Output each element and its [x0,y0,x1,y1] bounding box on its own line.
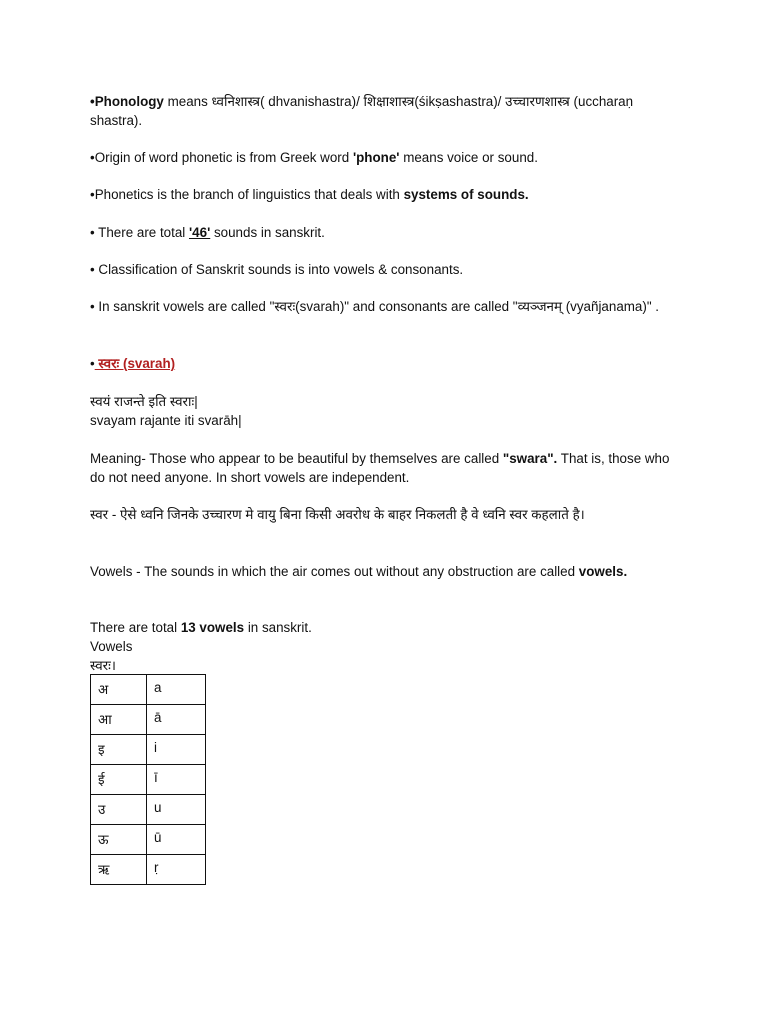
total-sounds-text-end: sounds in sanskrit. [210,225,325,240]
hindi-definition [90,505,675,524]
swara-word: "swara". [502,451,558,466]
meaning-paragraph [90,449,675,487]
svarah-heading [90,354,175,373]
devanagari-cell: आ [91,705,147,735]
phonetics-text: •Phonetics is the branch of linguistics that deals with [90,187,404,202]
table-row [91,705,206,735]
total-sounds-text: • There are total [90,225,189,240]
devanagari-cell: ई [91,765,147,795]
meaning-text-end: That is, those who do not need anyone. In short vowels are independent. [90,451,670,485]
svarah-verse [90,392,242,430]
verse-transliteration: svayam rajante iti svarāh| [90,413,242,428]
phonetic-origin-text: •Origin of word phonetic is from Greek word [90,150,353,165]
vowel-table [90,674,206,885]
table-row [91,825,206,855]
table-row [91,675,206,705]
table-row [91,855,206,885]
classification [90,260,463,279]
bullet: • [90,94,95,109]
vowels-label: Vowels [90,639,133,654]
vowel-count-block [90,618,312,675]
phonology-text: means ध्वनिशास्त्र( dhvanishastra)/ शिक्षाशास्त्र(śikṣashastra)/ उच्चारणशास्त्र (uccharaṇ shastra). [90,94,634,128]
roman-cell: i [147,735,206,765]
bullet: • [90,356,95,371]
vowels-consonants-text: • In sanskrit vowels are called "स्वरः(svarah)" and consonants are called "व्यञ्जनम् (vyañjanama)" . [90,299,660,314]
table-row [91,735,206,765]
roman-cell: ṛ [147,855,206,885]
phone-word: 'phone' [352,150,400,165]
table-row [91,795,206,825]
phonology-definition [90,92,675,130]
verse-devanagari: स्वयं राजन्ते इति स्वराः| [90,394,198,409]
classification-text: • Classification of Sanskrit sounds is into vowels & consonants. [90,262,464,277]
svarah-heading-text: स्वरः (svarah) [94,356,176,371]
roman-cell: a [147,675,206,705]
devanagari-cell: इ [91,735,147,765]
vowel-count [90,618,312,637]
hindi-definition-text: स्वर - ऐसे ध्वनि जिनके उच्चारण मे वायु बिना किसी अवरोध के बाहर निकलती है वे ध्वनि स्वर कहलाते है। [90,507,585,522]
vowels-consonants-names [90,297,675,316]
roman-cell: ū [147,825,206,855]
roman-cell: ā [147,705,206,735]
total-sounds [90,223,325,242]
vowels-definition [90,562,675,581]
phonology-term: Phonology [94,94,164,109]
sound-count: '46' [188,225,211,240]
devanagari-cell: ऋ [91,855,147,885]
phonetics-definition [90,185,529,204]
vowel-count-text: There are total [90,620,181,635]
svarah-label: स्वरः। [90,658,116,673]
vowel-count-number: 13 vowels [180,620,245,635]
phonetic-origin [90,148,538,167]
devanagari-cell: अ [91,675,147,705]
devanagari-cell: ऊ [91,825,147,855]
roman-cell: ī [147,765,206,795]
phonetic-origin-text-end: means voice or sound. [399,150,538,165]
vowels-definition-text: Vowels - The sounds in which the air comes out without any obstruction are called [90,564,579,579]
table-row [91,765,206,795]
vowel-count-text-end: in sanskrit. [244,620,312,635]
devanagari-cell: उ [91,795,147,825]
meaning-text: Meaning- Those who appear to be beautiful by themselves are called [90,451,503,466]
roman-cell: u [147,795,206,825]
vowels-word: vowels. [578,564,628,579]
systems-of-sounds: systems of sounds. [403,187,529,202]
